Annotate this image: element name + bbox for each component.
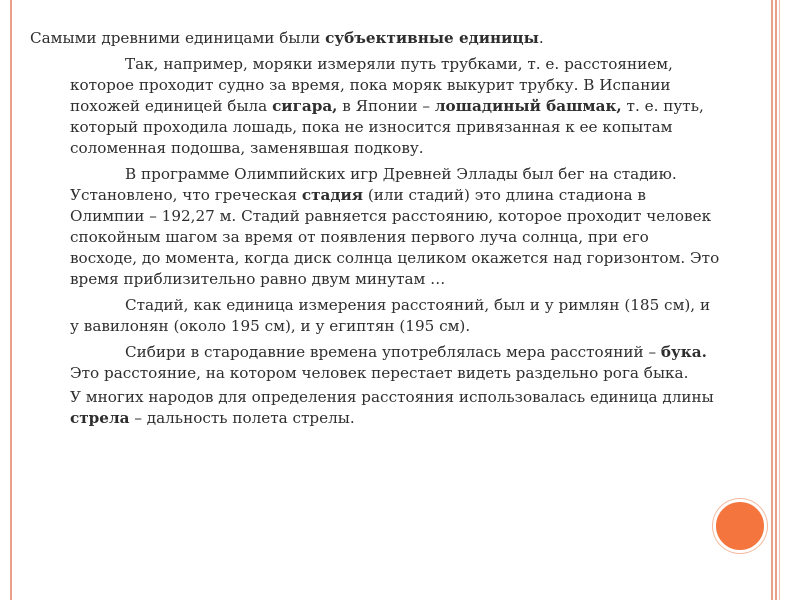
paragraph-buka: Сибири в стародавние времена употреблялась мера расстояний – бука. Это расстояние, на котором человек перестает видеть раздельно рога быка.	[70, 343, 707, 382]
slide-text-body	[30, 28, 720, 429]
intro-bold-term: субъективные единицы	[325, 29, 539, 47]
term-stadia: стадия	[301, 186, 363, 204]
term-buka: бука.	[660, 343, 707, 361]
term-cigar: сигара,	[272, 97, 338, 115]
right-border-rule-1	[771, 0, 773, 600]
right-border-rule-3	[779, 0, 780, 600]
bullet-item	[30, 387, 720, 429]
intro-paragraph: Самыми древними единицами были субъективные единицы.	[30, 29, 544, 47]
paragraph-stadia: В программе Олимпийских игр Древней Эллады был бег на стадию. Установлено, что греческая стадия (или стадий) это длина стадиона в Олимпии – 192,27 м. Стадий равняется расстоянию, которое проходит человек спокойным шагом за время от появления первого луча солнца, при его восходе, до момента, когда диск солнца целиком окажется над горизонтом. Это время приблизительно равно двум минутам …	[70, 165, 720, 288]
term-arrow: стрела	[70, 409, 130, 427]
term-horse-shoe: лошадиный башмак,	[434, 97, 622, 115]
right-border-rule-2	[775, 0, 777, 600]
left-border-rule	[10, 0, 12, 600]
paragraph-stadium-usage: Стадий, как единица измерения расстояний, был и у римлян (185 см), и у вавилонян (около 195 см), и у египтян (195 см).	[70, 296, 711, 335]
paragraph-pipes: Так, например, моряки измеряли путь трубками, т. е. расстоянием, которое проходит судно за время, пока моряк выкурит трубку. В Испании похожей единицей была сигара, в Японии – лошадиный башмак, т. е. путь, который проходила лошадь, пока не износится привязанная к ее копытам соломенная подошва, заменявшая подкову.	[70, 55, 704, 157]
bullet-text: У многих народов для определения расстояния использовалась единица длины стрела – дальность полета стрелы.	[70, 388, 714, 427]
decorative-circle	[713, 499, 767, 553]
